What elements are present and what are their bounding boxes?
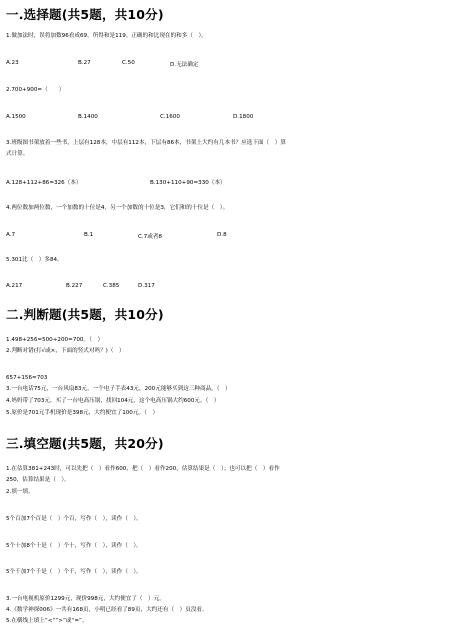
judge-item-1: 1.498+256=500+200=700。（ ） xyxy=(6,337,104,343)
judge-item-4: 4.妈妈带了703元，买了一台电高压锅，找回104元，这个电高压锅大约600元。（ ） xyxy=(6,398,220,404)
choice-2-option-a: A.1500 xyxy=(6,114,26,120)
choice-2-option-d: D.1800 xyxy=(233,114,254,120)
choice-5-option-c: C.385 xyxy=(103,283,120,289)
fill-row-tens: 5个十加8个十是（ ）个十，写作（ ），读作（ ）。 xyxy=(6,543,142,549)
fill-row-hundreds: 5个百加7个百是（ ）个百，写作（ ），读作（ ）。 xyxy=(6,516,142,522)
choice-2-option-c: C.1600 xyxy=(160,114,180,120)
section-title-fill: 三.填空题(共5题，共20分) xyxy=(6,436,164,451)
section-title-judge: 二.判断题(共5题，共10分) xyxy=(6,307,164,322)
choice-4-option-c: C.7或者8 xyxy=(138,234,162,240)
fill-row-thousands: 5个千加7个千是（ ）个千，写作（ ），读作（ ）。 xyxy=(6,569,142,575)
judge-item-5: 5.原价是701元手机现价是398元，大约便宜了100元。（ ） xyxy=(6,410,159,416)
choice-question-3-line-2: 式计算。 xyxy=(6,151,29,157)
judge-item-3: 3.一台电话75元，一台风扇83元，一个电子手表43元，200元能够买到这三种商品。（ ） xyxy=(6,386,231,392)
fill-item-1-line-1: 1.在估算381+243时，可以先把（ ）看作600，把（ ）看作200，估算结果是（ ）；也可以把（ ）看作 xyxy=(6,466,280,472)
judge-item-2: 2.判断对错(打√或×，下面的竖式对吗？)（ ） xyxy=(6,348,125,354)
choice-question-4: 4.两位数加两位数，一个加数的十位是4，另一个加数的十位是3，它们和的十位是（ ）。 xyxy=(6,205,229,211)
fill-item-1-line-2: 250，估算结果是（ ）。 xyxy=(6,477,70,483)
judge-equation: 657+156=703 xyxy=(6,375,48,381)
choice-1-option-c: C.50 xyxy=(122,60,135,66)
section-title-choice: 一.选择题(共5题，共10分) xyxy=(6,7,164,22)
choice-5-option-a: A.217 xyxy=(6,283,23,289)
choice-3-option-b: B.130+110+90=330（本） xyxy=(150,180,226,186)
choice-question-1: 1.做加法时，误将加数96看成69，所得和是119。正确的和比现在的和多（ ）。 xyxy=(6,33,207,39)
fill-item-5: 5.在横线上填上“<”“>”或“=”。 xyxy=(6,618,88,624)
choice-3-option-a: A.128+112+86=326（本） xyxy=(6,180,82,186)
choice-1-option-a: A.23 xyxy=(6,60,19,66)
choice-question-2: 2.700+900=（ ） xyxy=(6,87,65,93)
choice-1-option-d: D.无法确定 xyxy=(170,62,199,68)
choice-4-option-d: D.8 xyxy=(217,232,227,238)
choice-2-option-b: B.1400 xyxy=(78,114,98,120)
fill-item-2: 2.填一填。 xyxy=(6,489,34,495)
fill-item-3: 3.一台电视机原价1299元，现价998元，大约便宜了（ ）元。 xyxy=(6,596,165,602)
choice-1-option-b: B.27 xyxy=(78,60,91,66)
choice-4-option-b: B.1 xyxy=(84,232,94,238)
choice-4-option-a: A.7 xyxy=(6,232,16,238)
choice-5-option-d: D.317 xyxy=(138,283,155,289)
fill-item-4: 4.《数学神探006》一共有168页，小明已经看了89页，大约还有（ ）页没看。 xyxy=(6,607,208,613)
choice-question-5: 5.301比（ ）多84。 xyxy=(6,257,63,263)
choice-5-option-b: B.227 xyxy=(66,283,83,289)
choice-question-3-line-1: 3.班级图书架放着一些书，上层有128本，中层有112本，下层有86本，书架上大约有几本书？应选下面（ ）算 xyxy=(6,140,286,146)
